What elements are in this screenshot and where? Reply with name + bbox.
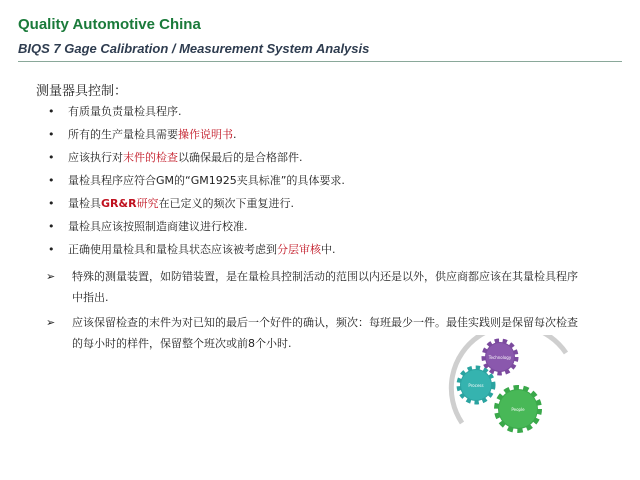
bullet-text: 所有的生产量检具需要	[68, 128, 178, 141]
bullet-text: 中.	[321, 243, 336, 256]
gear-technology-icon	[485, 342, 515, 372]
gears-graphic	[448, 335, 578, 435]
section-heading: 测量器具控制：	[36, 84, 128, 99]
bullet-item	[44, 169, 604, 192]
bullet-dot-icon: •	[48, 151, 55, 164]
bullet-text: 量检具应该按照制造商建议进行校准.	[68, 220, 248, 233]
bullet-text: 应该执行对	[68, 151, 123, 164]
bullet-dot-icon: •	[48, 174, 55, 187]
arrow-text: 应该保留检查的末件为对已知的最后一个好件的确认，频次：每班最少一件。最佳实践则是保留每次检查的每小时的样件，保留整个班次或前8个小时.	[72, 316, 578, 350]
gear-people-icon	[498, 389, 538, 429]
header-subtitle: BIQS 7 Gage Calibration / Measurement System Analysis	[18, 41, 370, 56]
bullet-item	[44, 215, 604, 238]
bullet-item	[44, 100, 604, 123]
bullet-dot-icon: •	[48, 197, 55, 210]
bullet-item	[44, 146, 604, 169]
header-divider	[18, 61, 622, 62]
bullet-item	[44, 238, 604, 261]
bullet-text: 有质量负责量检具程序.	[68, 105, 182, 118]
bullet-dot-icon: •	[48, 128, 55, 141]
bullet-item	[44, 192, 604, 215]
arrow-item	[44, 266, 584, 308]
gear-process-icon	[460, 369, 492, 401]
highlighted-text: 研究	[136, 197, 159, 210]
highlighted-text: GR&R	[101, 197, 137, 210]
bullet-text: 量检具程序应符合GM的“GM1925夹具标准”的具体要求.	[68, 174, 345, 187]
highlighted-text: 操作说明书	[178, 128, 233, 141]
bullet-list	[44, 100, 604, 261]
bullet-dot-icon: •	[48, 243, 55, 256]
bullet-text: 量检具	[68, 197, 101, 210]
gear-label-technology: Technology	[488, 355, 512, 360]
bullet-text: 在已定义的频次下重复进行.	[158, 197, 295, 210]
header-title: Quality Automotive China	[18, 16, 201, 33]
bullet-text: 正确使用量检具和量检具状态应该被考虑到	[68, 243, 277, 256]
highlighted-text: 分层审核	[277, 243, 321, 256]
gear-label-process: Process	[468, 383, 484, 388]
highlighted-text: 末件的检查	[123, 151, 178, 164]
arrow-text: 特殊的测量装置，如防错装置，是在量检具控制活动的范围以内还是以外，供应商都应该在其量检具程序中指出.	[72, 270, 578, 304]
gear-label-people: People	[511, 407, 525, 412]
bullet-dot-icon: •	[48, 105, 55, 118]
bullet-text: .	[233, 128, 237, 141]
bullet-dot-icon: •	[48, 220, 55, 233]
bullet-item	[44, 123, 604, 146]
bullet-text: 以确保最后的是合格部件.	[178, 151, 303, 164]
arrow-bullet-icon: ➢	[46, 316, 56, 329]
arrow-bullet-icon: ➢	[46, 270, 56, 283]
